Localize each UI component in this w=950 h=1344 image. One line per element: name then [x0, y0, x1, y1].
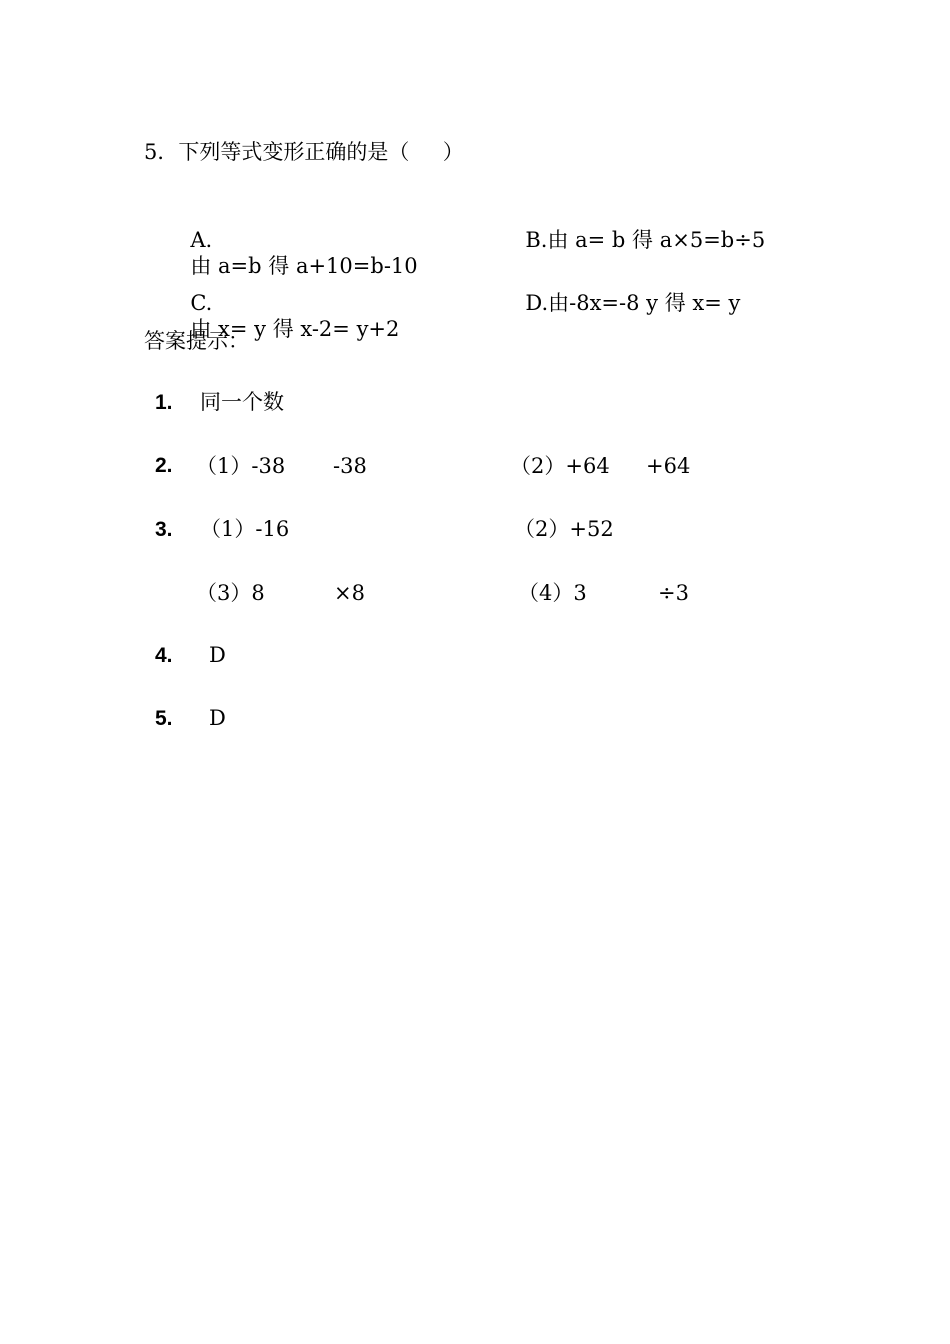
answer-2-part-3: （2）+64	[510, 454, 610, 478]
option-c-label: C.	[190, 291, 213, 315]
answer-2-part-2: -38	[333, 454, 367, 478]
option-b-text: 由 a= b 得 a×5=b÷5	[547, 228, 766, 252]
answer-4-number: 4.	[155, 644, 173, 667]
answer-3-part-4: ×8	[334, 581, 365, 605]
answer-3-part-2: （2）+52	[514, 517, 614, 541]
answer-3-part-5: （4）3	[518, 581, 587, 605]
answer-5-number: 5.	[155, 707, 173, 730]
answer-3-number: 3.	[155, 518, 173, 541]
answer-1-text: 同一个数	[200, 390, 284, 414]
option-d-text: 由-8x=-8 y 得 x= y	[548, 291, 741, 315]
option-b	[512, 201, 765, 253]
option-c-text: 由 x= y 得 x-2= y+2	[190, 317, 400, 341]
answer-2-part-4: +64	[646, 454, 691, 478]
answers-heading: 答案提示：	[144, 329, 249, 353]
option-a-label: A.	[190, 228, 213, 252]
option-d-label: D.	[525, 291, 549, 315]
answer-2-number: 2.	[155, 454, 173, 477]
answer-3-part-1: （1）-16	[200, 517, 290, 541]
option-a-text: 由 a=b 得 a+10=b-10	[190, 254, 418, 278]
answer-1-number: 1.	[155, 391, 173, 414]
answer-4-text: D	[209, 643, 226, 667]
answer-3-part-3: （3）8	[196, 581, 265, 605]
option-d	[512, 264, 740, 316]
answer-2-part-1: （1）-38	[196, 454, 286, 478]
option-b-label: B.	[525, 228, 548, 252]
answer-5-text: D	[209, 706, 226, 730]
question-stem: 5．下列等式变形正确的是（ ）	[144, 140, 464, 164]
answer-3-part-6: ÷3	[658, 581, 689, 605]
